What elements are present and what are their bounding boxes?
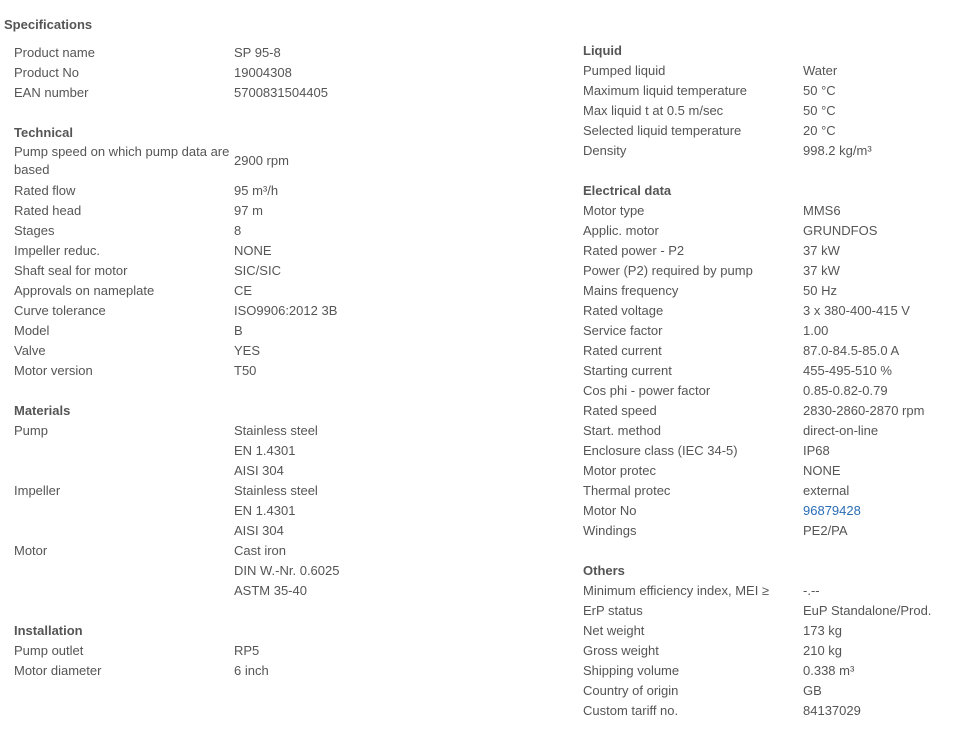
spec-value: YES bbox=[234, 343, 261, 358]
spec-value: EN 1.4301 bbox=[234, 443, 296, 458]
spec-value: 173 kg bbox=[803, 623, 843, 638]
spec-value: MMS6 bbox=[803, 203, 841, 218]
spec-row-thermal-protec bbox=[583, 481, 849, 501]
spec-label: Pumped liquid bbox=[583, 63, 666, 78]
spec-row-rated-speed bbox=[583, 401, 924, 421]
spec-value: 1.00 bbox=[803, 323, 829, 338]
spec-value: GB bbox=[803, 683, 822, 698]
spec-label: Valve bbox=[14, 343, 46, 358]
spec-row-model bbox=[14, 321, 243, 341]
spec-value: SIC/SIC bbox=[234, 263, 281, 278]
spec-label: Stages bbox=[14, 223, 55, 238]
spec-row-net-weight bbox=[583, 621, 842, 641]
spec-label: Start. method bbox=[583, 423, 662, 438]
spec-value: IP68 bbox=[803, 443, 830, 458]
spec-label: Cos phi - power factor bbox=[583, 383, 711, 398]
spec-value: NONE bbox=[803, 463, 841, 478]
spec-row-max-liquid-temp bbox=[583, 81, 836, 101]
spec-row-motor-no bbox=[583, 501, 861, 521]
spec-label: Rated flow bbox=[14, 183, 76, 198]
spec-row-cos-phi bbox=[583, 381, 888, 401]
spec-value: 210 kg bbox=[803, 643, 843, 658]
spec-value: 37 kW bbox=[803, 243, 840, 258]
spec-label: Motor type bbox=[583, 203, 645, 218]
spec-row-enclosure-class bbox=[583, 441, 830, 461]
spec-label: Motor diameter bbox=[14, 663, 102, 678]
spec-label: Pump outlet bbox=[14, 643, 84, 658]
spec-row-curve-tolerance bbox=[14, 301, 337, 321]
spec-value: 998.2 kg/m³ bbox=[803, 143, 872, 158]
spec-value: B bbox=[234, 323, 243, 338]
section-title-others: Others bbox=[583, 563, 625, 578]
spec-value: ISO9906:2012 3B bbox=[234, 303, 338, 318]
spec-row-starting-current bbox=[583, 361, 892, 381]
spec-value: SP 95-8 bbox=[234, 45, 281, 60]
spec-row-motor-version bbox=[14, 361, 256, 381]
spec-value: AISI 304 bbox=[234, 463, 284, 478]
spec-label: Windings bbox=[583, 523, 637, 538]
spec-label: Approvals on nameplate bbox=[14, 283, 155, 298]
spec-label: Motor version bbox=[14, 363, 93, 378]
spec-label: Country of origin bbox=[583, 683, 679, 698]
spec-label: Rated power - P2 bbox=[583, 243, 685, 258]
spec-row-stages bbox=[14, 221, 241, 241]
spec-row-material-impeller bbox=[14, 481, 318, 541]
spec-value: RP5 bbox=[234, 643, 260, 658]
spec-value: 455-495-510 % bbox=[803, 363, 892, 378]
spec-label: Pump bbox=[14, 423, 48, 438]
spec-label: Density bbox=[583, 143, 627, 158]
spec-row-pump-speed bbox=[14, 143, 289, 179]
spec-label: Impeller bbox=[14, 483, 61, 498]
spec-label: Motor bbox=[14, 543, 48, 558]
spec-label: Selected liquid temperature bbox=[583, 123, 742, 138]
spec-value: 5700831504405 bbox=[234, 85, 328, 100]
spec-row-material-pump bbox=[14, 421, 318, 481]
spec-label: EAN number bbox=[14, 85, 89, 100]
spec-value: AISI 304 bbox=[234, 523, 284, 538]
spec-value: 84137029 bbox=[803, 703, 861, 718]
spec-row-power-required bbox=[583, 261, 840, 281]
spec-label: Product No bbox=[14, 65, 80, 80]
spec-value: 87.0-84.5-85.0 A bbox=[803, 343, 900, 358]
spec-label: Pump speed on which pump data are based bbox=[14, 144, 230, 177]
spec-value: 3 x 380-400-415 V bbox=[803, 303, 910, 318]
spec-row-approvals bbox=[14, 281, 252, 301]
spec-value: 0.85-0.82-0.79 bbox=[803, 383, 888, 398]
spec-value: CE bbox=[234, 283, 253, 298]
spec-row-product-no bbox=[14, 63, 292, 83]
spec-value: 19004308 bbox=[234, 65, 292, 80]
section-title-liquid: Liquid bbox=[583, 43, 622, 58]
spec-row-shaft-seal bbox=[14, 261, 281, 281]
page-title: Specifications bbox=[4, 17, 93, 32]
spec-label: Enclosure class (IEC 34-5) bbox=[583, 443, 738, 458]
spec-row-gross-weight bbox=[583, 641, 842, 661]
spec-label: Service factor bbox=[583, 323, 663, 338]
spec-label: Gross weight bbox=[583, 643, 659, 658]
spec-label: Max liquid t at 0.5 m/sec bbox=[583, 103, 724, 118]
spec-value: 2830-2860-2870 rpm bbox=[803, 403, 925, 418]
section-title-electrical: Electrical data bbox=[583, 183, 672, 198]
spec-label: Model bbox=[14, 323, 50, 338]
spec-label: Motor No bbox=[583, 503, 637, 518]
spec-label: Product name bbox=[14, 45, 95, 60]
spec-label: Impeller reduc. bbox=[14, 243, 100, 258]
spec-row-rated-power bbox=[583, 241, 840, 261]
section-title-installation: Installation bbox=[14, 623, 83, 638]
spec-label: Applic. motor bbox=[583, 223, 659, 238]
spec-label: Maximum liquid temperature bbox=[583, 83, 748, 98]
spec-row-impeller-reduc bbox=[14, 241, 272, 261]
section-title-technical: Technical bbox=[14, 125, 74, 140]
spec-row-pumped-liquid bbox=[583, 61, 837, 81]
spec-label: Minimum efficiency index, MEI ≥ bbox=[583, 583, 770, 598]
spec-value: 50 °C bbox=[803, 103, 836, 118]
spec-row-shipping-volume bbox=[583, 661, 854, 681]
spec-row-motor-protec bbox=[583, 461, 841, 481]
spec-value: T50 bbox=[234, 363, 257, 378]
motor-no-link[interactable]: 96879428 bbox=[803, 503, 861, 518]
spec-row-density bbox=[583, 141, 872, 161]
spec-value: DIN W.-Nr. 0.6025 bbox=[234, 563, 340, 578]
spec-row-material-motor bbox=[14, 541, 339, 601]
spec-row-ean-number bbox=[14, 83, 328, 103]
spec-row-erp-status bbox=[583, 601, 931, 621]
spec-row-rated-head bbox=[14, 201, 263, 221]
spec-label: Shaft seal for motor bbox=[14, 263, 128, 278]
spec-label: Shipping volume bbox=[583, 663, 680, 678]
spec-row-country-of-origin bbox=[583, 681, 822, 701]
spec-row-service-factor bbox=[583, 321, 828, 341]
spec-label: Mains frequency bbox=[583, 283, 679, 298]
spec-value: Water bbox=[803, 63, 838, 78]
spec-row-custom-tariff bbox=[583, 701, 861, 721]
spec-row-mains-frequency bbox=[583, 281, 837, 301]
spec-row-motor-diameter bbox=[14, 661, 269, 681]
spec-value: Stainless steel bbox=[234, 423, 318, 438]
spec-label: Rated speed bbox=[583, 403, 657, 418]
spec-label: ErP status bbox=[583, 603, 643, 618]
spec-row-start-method bbox=[583, 421, 878, 441]
spec-value: 37 kW bbox=[803, 263, 840, 278]
spec-value: 95 m³/h bbox=[234, 183, 279, 198]
spec-value: GRUNDFOS bbox=[803, 223, 878, 238]
spec-row-mei bbox=[583, 581, 820, 601]
spec-value: direct-on-line bbox=[803, 423, 879, 438]
spec-label: Rated current bbox=[583, 343, 662, 358]
section-title-materials: Materials bbox=[14, 403, 71, 418]
spec-value: 50 Hz bbox=[803, 283, 837, 298]
spec-value: -.-- bbox=[803, 583, 820, 598]
spec-row-rated-current bbox=[583, 341, 899, 361]
spec-row-selected-liquid-temp bbox=[583, 121, 836, 141]
spec-value: 2900 rpm bbox=[234, 153, 289, 168]
spec-label: Custom tariff no. bbox=[583, 703, 679, 718]
spec-value: EN 1.4301 bbox=[234, 503, 296, 518]
spec-value: ASTM 35-40 bbox=[234, 583, 307, 598]
spec-label: Rated head bbox=[14, 203, 82, 218]
spec-value: 0.338 m³ bbox=[803, 663, 855, 678]
spec-label: Net weight bbox=[583, 623, 645, 638]
spec-label: Starting current bbox=[583, 363, 672, 378]
spec-row-windings bbox=[583, 521, 848, 541]
spec-value: 8 bbox=[234, 223, 242, 238]
spec-row-applic-motor bbox=[583, 221, 877, 241]
spec-value: 97 m bbox=[234, 203, 263, 218]
spec-label: Curve tolerance bbox=[14, 303, 106, 318]
spec-row-rated-flow bbox=[14, 181, 278, 201]
spec-label: Rated voltage bbox=[583, 303, 664, 318]
spec-value: Cast iron bbox=[234, 543, 287, 558]
spec-label: Thermal protec bbox=[583, 483, 671, 498]
spec-value: 20 °C bbox=[803, 123, 836, 138]
spec-value: 50 °C bbox=[803, 83, 836, 98]
spec-row-max-liquid-t-speed bbox=[583, 101, 836, 121]
spec-label: Motor protec bbox=[583, 463, 656, 478]
spec-value: EuP Standalone/Prod. bbox=[803, 603, 932, 618]
spec-value: Stainless steel bbox=[234, 483, 318, 498]
spec-row-product-name bbox=[14, 43, 281, 63]
spec-row-rated-voltage bbox=[583, 301, 910, 321]
spec-row-valve bbox=[14, 341, 260, 361]
spec-row-motor-type bbox=[583, 201, 841, 221]
spec-value: PE2/PA bbox=[803, 523, 848, 538]
spec-label: Power (P2) required by pump bbox=[583, 263, 753, 278]
spec-value: NONE bbox=[234, 243, 272, 258]
spec-value: external bbox=[803, 483, 850, 498]
spec-value: 6 inch bbox=[234, 663, 269, 678]
spec-row-pump-outlet bbox=[14, 641, 259, 661]
